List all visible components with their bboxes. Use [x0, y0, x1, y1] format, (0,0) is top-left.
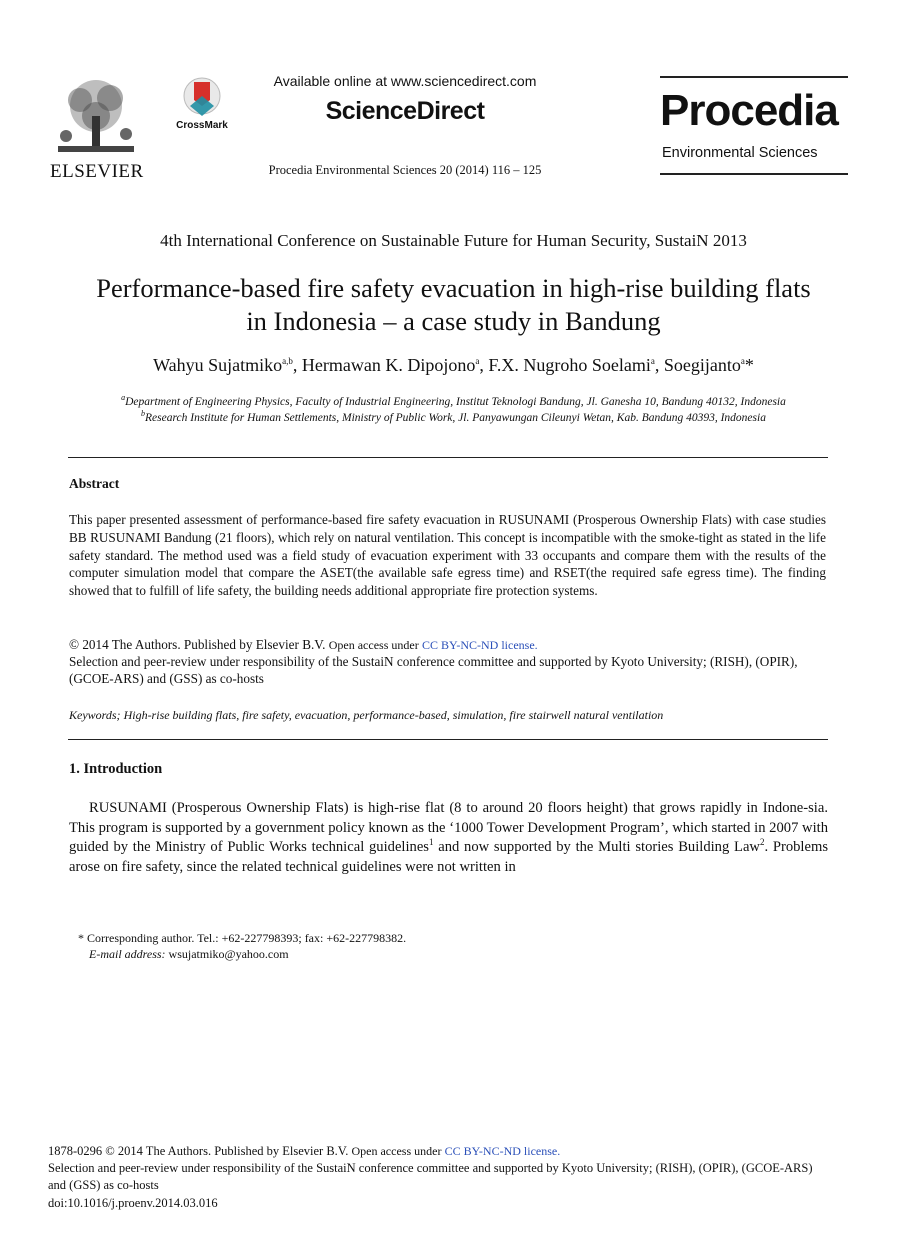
author-sep: , — [292, 355, 302, 375]
author-list — [30, 355, 877, 376]
abstract-body: This paper presented assessment of performance-based fire safety evacuation in RUSUNAMI (Prosperous Ownership Flats) with case studies BB RUSUNAMI Bandung (21 floors), which rely on natural ventilation. This concept is incompatible with the smoke-tight as stated in the life safety standard. The method used was a field study of evacuation experiment with 33 occupants and compare them with the results of the computer simulation model that compare the ASET(the available safe egress time) and RSET(the required safe egress time). The finding showed that to fulfill of life safety, the building needs additional appropriate fire protection systems. — [69, 512, 826, 599]
keywords-label: Keywords; — [69, 708, 121, 722]
footer-license-link[interactable]: CC BY-NC-ND license. — [444, 1144, 561, 1158]
elsevier-tree-icon — [50, 76, 142, 158]
reference-marker[interactable]: 2 — [759, 837, 765, 848]
license-link[interactable]: CC BY-NC-ND license. — [422, 638, 538, 652]
footer-issn: 1878-0296 © 2014 The Authors. Published by Elsevier B.V. — [48, 1144, 349, 1158]
author-affil: a — [740, 356, 745, 366]
footer-review: Selection and peer-review under responsibility of the SustaiN conference committee and supported by Kyoto University; (RISH), (OPIR), (GCOE-ARS) and (GSS) as co-hosts — [48, 1161, 813, 1192]
procedia-subtitle: Environmental Sciences — [662, 145, 818, 161]
email-note — [89, 947, 289, 962]
paper-title-line-2: in Indonesia – a case study in Bandung — [246, 306, 661, 336]
procedia-top-rule — [660, 76, 848, 78]
author-name: Hermawan K. Dipojono — [301, 355, 476, 375]
affiliations — [30, 394, 877, 426]
available-online: Available online at www.sciencedirect.com — [273, 73, 537, 89]
intro-text-a: RUSUNAMI (Prosperous Ownership Flats) is high-rise flat (8 to around 20 floors height) that grows rapidly in Indone-sia. This program is supported by a government policy known as the ‘1000 Tower Development Program’, which started in 2007 with guided by the Ministry of Public Works technical guidelines — [69, 800, 828, 855]
intro-paragraph — [69, 799, 828, 877]
keywords — [69, 708, 829, 723]
footer-doi[interactable]: doi:10.1016/j.proenv.2014.03.016 — [48, 1196, 218, 1210]
abstract-heading: Abstract — [69, 476, 120, 491]
author-sep: , — [654, 355, 664, 375]
intro-text-b: and now supported by the Multi stories Building Law — [433, 839, 760, 855]
crossmark-badge[interactable] — [172, 76, 232, 134]
section-heading-introduction: 1. Introduction — [69, 761, 163, 777]
paper-title — [30, 272, 877, 338]
footer-open-access: Open access under — [351, 1144, 442, 1158]
affiliation-mark: a — [121, 393, 126, 403]
keywords-list: High-rise building flats, fire safety, evacuation, performance-based, simulation, fire stairwell natural ventilation — [123, 708, 664, 722]
elsevier-logo — [50, 76, 144, 182]
footer-issn-line — [48, 1144, 848, 1159]
email-label: E-mail address: — [89, 947, 166, 961]
paper-title-line-1: Performance-based fire safety evacuation in high-rise building flats — [96, 273, 811, 303]
publisher-name: ELSEVIER — [50, 161, 144, 182]
affiliation-text: Department of Engineering Physics, Faculty of Industrial Engineering, Institut Teknologi Bandung, Jl. Ganesha 10, Bandung 40132, Indonesia — [125, 396, 786, 408]
author-affil: a,b — [282, 356, 293, 366]
crossmark-icon — [182, 76, 222, 120]
intro-text-c: . Problems arose on fire safety, since the related technical guidelines were not written in — [69, 839, 828, 875]
abstract-bottom-rule — [68, 739, 828, 740]
affiliation-item — [30, 394, 877, 410]
abstract-copyright — [69, 636, 826, 654]
corresponding-author-note: * Corresponding author. Tel.: +62-227798393; fax: +62-227798382. — [78, 931, 407, 945]
author-name: Wahyu Sujatmiko — [153, 355, 283, 375]
procedia-brand: Procedia — [660, 86, 838, 135]
abstract-top-rule — [68, 457, 828, 458]
sciencedirect-logo: ScienceDirect — [325, 97, 485, 125]
affiliation-text: Research Institute for Human Settlements, Ministry of Public Work, Jl. Panyawungan Cileunyi Wetan, Kab. Bandung 40393, Indonesia — [145, 412, 766, 424]
author-name: F.X. Nugroho Soelami — [488, 355, 651, 375]
email-address[interactable]: wsujatmiko@yahoo.com — [168, 947, 289, 961]
procedia-bottom-rule — [660, 173, 848, 175]
author-sep: , — [479, 355, 489, 375]
conference-name: 4th International Conference on Sustainable Future for Human Security, SustaiN 2013 — [160, 231, 747, 250]
crossmark-label: CrossMark — [176, 120, 228, 131]
affiliation-mark: b — [141, 409, 146, 419]
open-access-text: Open access under — [328, 638, 419, 652]
peer-review-note: Selection and peer-review under responsibility of the SustaiN conference committee and supported by Kyoto University; (RISH), (OPIR), (GCOE-ARS) and (GSS) as co-hosts — [69, 654, 798, 686]
journal-citation: Procedia Environmental Sciences 20 (2014) 116 – 125 — [268, 163, 542, 177]
affiliation-item — [30, 410, 877, 426]
reference-marker[interactable]: 1 — [428, 837, 434, 848]
copyright-text: © 2014 The Authors. Published by Elsevier B.V. — [69, 637, 326, 652]
author-sep: * — [744, 355, 754, 375]
author-affil: a — [650, 356, 655, 366]
author-name: Soegijanto — [663, 355, 741, 375]
author-affil: a — [475, 356, 480, 366]
